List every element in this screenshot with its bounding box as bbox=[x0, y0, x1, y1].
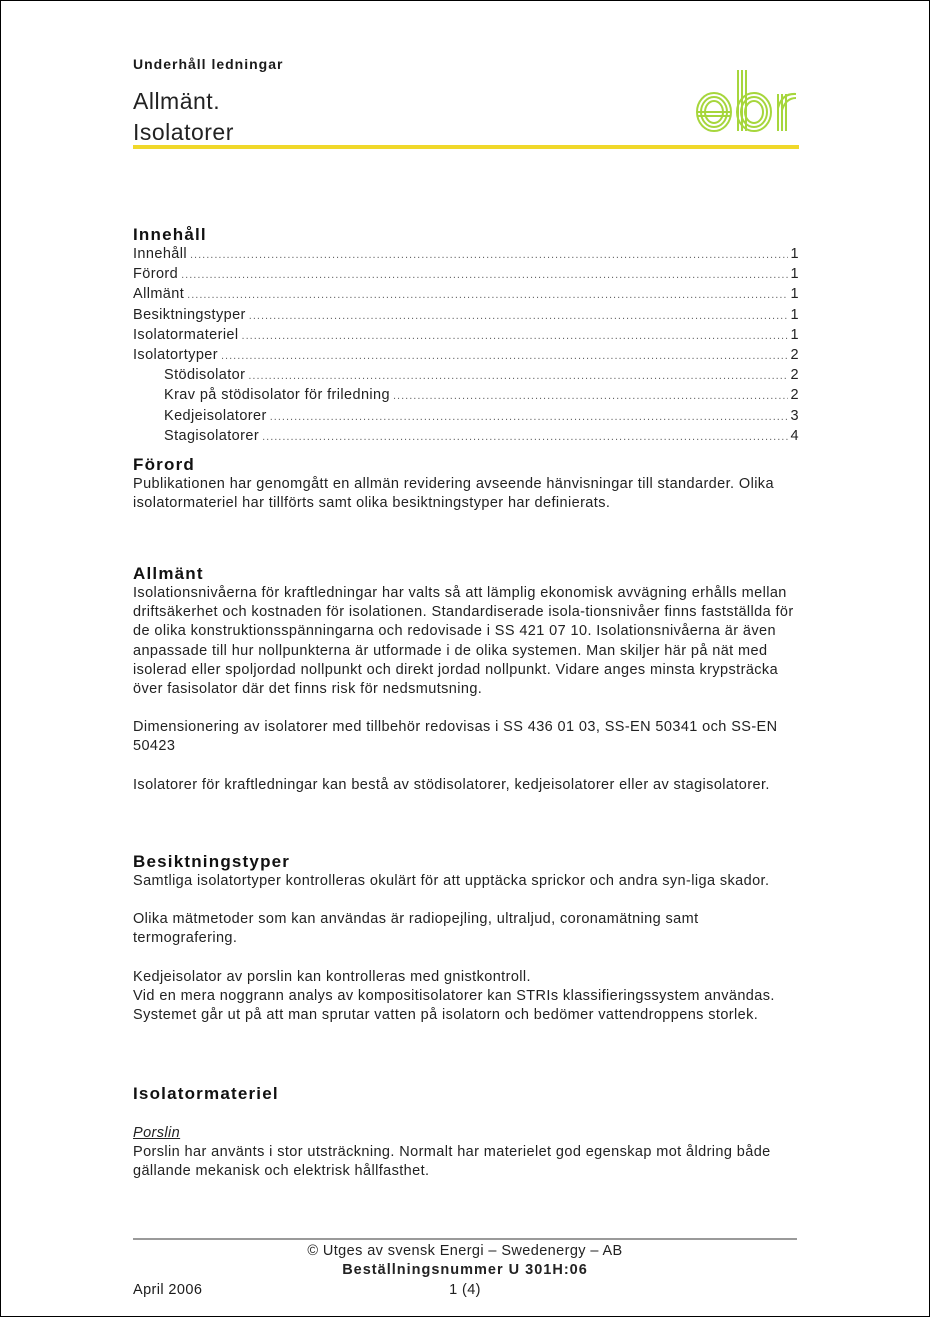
toc-leader-dots bbox=[190, 246, 788, 265]
paragraph: Vid en mera noggrann analys av kompositisolatorer kan STRIs klassifieringssystem användas. Systemet går ut på att man sprutar vatten på isolatorn och bedömer vattendroppens storlek. bbox=[133, 987, 775, 1024]
toc-entry-label: Allmänt bbox=[133, 286, 185, 303]
toc-entry-page: 1 bbox=[790, 326, 799, 343]
toc-entry[interactable] bbox=[133, 265, 799, 285]
paragraph: Samtliga isolatortyper kontrolleras okulärt för att upptäcka sprickor och andra syn-liga skador. bbox=[133, 873, 770, 889]
toc-entry-page: 4 bbox=[790, 427, 799, 444]
toc-entry[interactable] bbox=[133, 407, 799, 427]
toc-leader-dots bbox=[221, 347, 788, 366]
toc-entry-label: Isolatortyper bbox=[133, 347, 218, 364]
series-title: Underhåll ledningar bbox=[133, 56, 284, 72]
document-title-line1: Allmänt. bbox=[133, 88, 221, 114]
paragraph: Publikationen har genomgått en allmän revidering avseende hänvisningar till standarder. Olika isolatormateriel har tillförts samt olika besiktningstyper har definierats. bbox=[133, 476, 774, 512]
toc-entry-label: Krav på stödisolator för friledning bbox=[164, 387, 390, 404]
section-isolatormateriel bbox=[133, 1084, 799, 1182]
toc-entry-page: 1 bbox=[790, 286, 799, 303]
toc-entry-page: 1 bbox=[790, 306, 799, 323]
paragraph: Olika mätmetoder som kan användas är radiopejling, ultraljud, coronamätning samt termografering. bbox=[133, 911, 699, 947]
toc-heading: Innehåll bbox=[133, 225, 207, 244]
section-besiktningstyper bbox=[133, 852, 799, 1025]
toc-entry-label: Besiktningstyper bbox=[133, 306, 246, 323]
paragraph: Isolationsnivåerna för kraftledningar har valts så att lämplig ekonomisk avvägning erhålls mellan driftsäkerhet och kostnaden för isolationen. Standardiserade isola-tionsnivåer finns fastställda för de olika konstruktionsspänningarna och redovisade i SS 421 07 10. Isolationsnivåerna är även anpassade till hur nollpunkterna är utformade i de olika systemen. Man skiljer här på nät med isolerad eller spoljordad nollpunkt och direkt jordad nollpunkt. Vidare anges minsta krypsträcka över fasisolator där det finns risk för nedsmutsning. bbox=[133, 585, 794, 698]
paragraph: Isolatorer för kraftledningar kan bestå av stödisolatorer, kedjeisolatorer eller av stagisolatorer. bbox=[133, 776, 770, 793]
toc-entry[interactable] bbox=[133, 285, 799, 305]
footer-rule bbox=[133, 1238, 797, 1240]
toc-leader-dots bbox=[262, 428, 787, 447]
paragraph: Dimensionering av isolatorer med tillbehör redovisas i SS 436 01 03, SS-EN 50341 och SS-EN 50423 bbox=[133, 719, 778, 755]
toc-leader-dots bbox=[270, 408, 788, 427]
footer-copyright: © Utges av svensk Energi – Swedenergy – AB bbox=[307, 1243, 623, 1259]
section-heading: Isolatormateriel bbox=[133, 1084, 279, 1103]
toc-entry-label: Kedjeisolatorer bbox=[164, 407, 267, 424]
toc-entry[interactable] bbox=[133, 306, 799, 326]
toc-entry-page: 1 bbox=[790, 246, 799, 262]
section-allmant bbox=[133, 564, 799, 795]
ebr-logo-icon bbox=[694, 68, 798, 136]
toc-entry[interactable] bbox=[133, 366, 799, 386]
header-rule bbox=[133, 145, 799, 149]
toc-leader-dots bbox=[187, 286, 787, 305]
table-of-contents bbox=[133, 245, 799, 447]
toc-entry-page: 1 bbox=[790, 266, 799, 283]
paragraph: Kedjeisolator av porslin kan kontrolleras med gnistkontroll. bbox=[133, 968, 531, 985]
document-title-line2: Isolatorer bbox=[133, 119, 234, 145]
toc-entry-label: Förord bbox=[133, 266, 179, 283]
toc-entry-label: Stagisolatorer bbox=[164, 427, 260, 444]
toc-entry[interactable] bbox=[133, 326, 799, 346]
toc-entry-page: 2 bbox=[790, 387, 799, 404]
section-heading: Allmänt bbox=[133, 564, 204, 583]
subheading-porslin: Porslin bbox=[133, 1125, 181, 1141]
footer-order-number: Beställningsnummer U 301H:06 bbox=[342, 1262, 588, 1278]
toc-leader-dots bbox=[242, 327, 788, 346]
toc-entry[interactable] bbox=[133, 386, 799, 406]
toc-leader-dots bbox=[249, 307, 788, 326]
toc-leader-dots bbox=[248, 367, 787, 386]
toc-entry[interactable] bbox=[133, 427, 799, 447]
toc-entry-label: Innehåll bbox=[133, 246, 187, 262]
toc-entry-page: 2 bbox=[790, 367, 799, 384]
section-forord bbox=[133, 455, 799, 513]
toc-entry-page: 2 bbox=[790, 347, 799, 364]
section-heading: Förord bbox=[133, 455, 195, 474]
toc-leader-dots bbox=[393, 387, 788, 406]
toc-entry[interactable] bbox=[133, 346, 799, 366]
toc-entry-label: Isolatormateriel bbox=[133, 326, 239, 343]
footer-page-number: 1 (4) bbox=[449, 1282, 481, 1298]
footer-date: April 2006 bbox=[133, 1282, 203, 1298]
toc-entry-label: Stödisolator bbox=[164, 367, 246, 384]
toc-entry-page: 3 bbox=[790, 407, 799, 424]
section-heading: Besiktningstyper bbox=[133, 852, 291, 871]
paragraph: Porslin har använts i stor utsträckning. Normalt har materielet god egenskap mot åldring både gällande mekanisk och elektrisk hållfasthet. bbox=[133, 1144, 771, 1180]
toc-leader-dots bbox=[181, 266, 787, 285]
toc-entry[interactable] bbox=[133, 245, 799, 265]
document-title bbox=[133, 86, 234, 148]
